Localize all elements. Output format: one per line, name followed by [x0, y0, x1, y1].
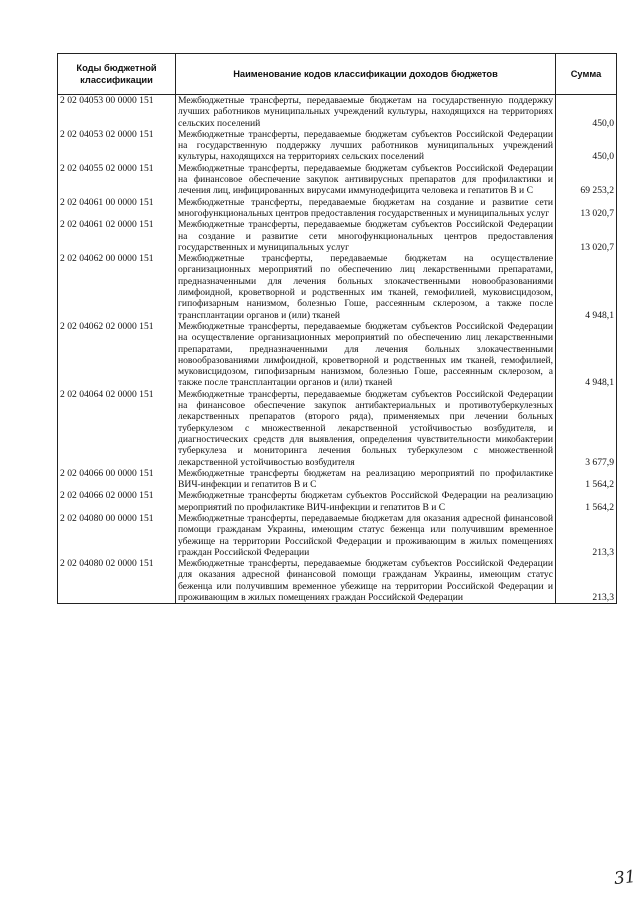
- code-cell: 2 02 04062 00 0000 151: [58, 253, 176, 321]
- sum-cell: 213,3: [556, 558, 617, 604]
- page-number: 31: [613, 866, 637, 890]
- table-row: [58, 513, 617, 558]
- sum-cell: 450,0: [556, 95, 617, 129]
- table-row: [58, 129, 617, 163]
- table-row: [58, 490, 617, 513]
- code-cell: 2 02 04062 02 0000 151: [58, 321, 176, 389]
- code-cell: 2 02 04080 00 0000 151: [58, 513, 176, 558]
- table-row: [58, 163, 617, 197]
- sum-cell: 450,0: [556, 129, 617, 163]
- sum-cell: 13 020,7: [556, 197, 617, 220]
- name-cell: Межбюджетные трансферты бюджетам на реализацию мероприятий по профилактике ВИЧ-инфекции и гепатитов В и С: [176, 468, 556, 491]
- code-cell: 2 02 04053 00 0000 151: [58, 95, 176, 129]
- code-cell: 2 02 04053 02 0000 151: [58, 129, 176, 163]
- revenue-classification-table: [57, 53, 617, 604]
- header-sum: Сумма: [556, 54, 617, 95]
- table-row: [58, 321, 617, 389]
- name-cell: Межбюджетные трансферты, передаваемые бюджетам субъектов Российской Федерации на финансовое обеспечение закупок антибактериальных и противотуберкулезных лекарственных препаратов (второго ряда), применяемых при лечении больных туберкулезом с множественной лекарственной устойчивостью возбудителя, и диагностических средств для выявления, определения чувствительности микобактерии туберкулеза и мониторинга лечения больных туберкулезом с множественной лекарственной устойчивостью возбудителя: [176, 389, 556, 468]
- sum-cell: 3 677,9: [556, 389, 617, 468]
- name-cell: Межбюджетные трансферты, передаваемые бюджетам субъектов Российской Федерации на финансовое обеспечение закупок антивирусных препаратов для профилактики и лечения лиц, инфицированных вирусами иммунодефицита человека и гепатитов В и С: [176, 163, 556, 197]
- name-cell: Межбюджетные трансферты, передаваемые бюджетам субъектов Российской Федерации на осуществление организационных мероприятий по обеспечению лиц лекарственными препаратами, предназначенными для лечения больных злокачественными новообразованиями лимфоидной, кроветворной и родственных им тканей, гемофилией, муковисцидозом, гипофизарным нанизмом, болезнью Гоше, рассеянным склерозом, а также после трансплантации органов и (или) тканей: [176, 321, 556, 389]
- table-row: [58, 253, 617, 321]
- code-cell: 2 02 04061 00 0000 151: [58, 197, 176, 220]
- sum-cell: 1 564,2: [556, 490, 617, 513]
- code-cell: 2 02 04080 02 0000 151: [58, 558, 176, 604]
- table-row: [58, 558, 617, 604]
- table-row: [58, 95, 617, 129]
- header-code: Коды бюджетной классификации: [58, 54, 176, 95]
- name-cell: Межбюджетные трансферты, передаваемые бюджетам субъектов Российской Федерации на создание и развитие сети многофункциональных центров предоставления государственных и муниципальных услуг: [176, 219, 556, 253]
- header-name: Наименование кодов классификации доходов бюджетов: [176, 54, 556, 95]
- name-cell: Межбюджетные трансферты бюджетам субъектов Российской Федерации на реализацию мероприятий по профилактике ВИЧ-инфекции и гепатитов В и С: [176, 490, 556, 513]
- code-cell: 2 02 04061 02 0000 151: [58, 219, 176, 253]
- table-row: [58, 197, 617, 220]
- sum-cell: 4 948,1: [556, 253, 617, 321]
- sum-cell: 69 253,2: [556, 163, 617, 197]
- code-cell: 2 02 04066 02 0000 151: [58, 490, 176, 513]
- sum-cell: 4 948,1: [556, 321, 617, 389]
- sum-cell: 1 564,2: [556, 468, 617, 491]
- sum-cell: 13 020,7: [556, 219, 617, 253]
- code-cell: 2 02 04064 02 0000 151: [58, 389, 176, 468]
- table-row: [58, 468, 617, 491]
- table-row: [58, 219, 617, 253]
- sum-cell: 213,3: [556, 513, 617, 558]
- name-cell: Межбюджетные трансферты, передаваемые бюджетам на создание и развитие сети многофункциональных центров предоставления государственных и муниципальных услуг: [176, 197, 556, 220]
- name-cell: Межбюджетные трансферты, передаваемые бюджетам на осуществление организационных мероприятий по обеспечению лиц лекарственными препаратами, предназначенными для лечения больных злокачественными новообразованиями лимфоидной, кроветворной и родственных им тканей, гемофилией, муковисцидозом, гипофизарным нанизмом, болезнью Гоше, рассеянным склерозом, а также после трансплантации органов и (или) тканей: [176, 253, 556, 321]
- code-cell: 2 02 04066 00 0000 151: [58, 468, 176, 491]
- table-header: [58, 54, 617, 95]
- code-cell: 2 02 04055 02 0000 151: [58, 163, 176, 197]
- table-body: [58, 95, 617, 604]
- name-cell: Межбюджетные трансферты, передаваемые бюджетам субъектов Российской Федерации на государственную поддержку лучших работников муниципальных учреждений культуры, находящихся на территориях сельских поселений: [176, 129, 556, 163]
- name-cell: Межбюджетные трансферты, передаваемые бюджетам для оказания адресной финансовой помощи гражданам Украины, имеющим статус беженца или получившим временное убежище на территории Российской Федерации и проживающим в жилых помещениях граждан Российской Федерации: [176, 513, 556, 558]
- name-cell: Межбюджетные трансферты, передаваемые бюджетам на государственную поддержку лучших работников муниципальных учреждений культуры, находящихся на территориях сельских поселений: [176, 95, 556, 129]
- table-row: [58, 389, 617, 468]
- name-cell: Межбюджетные трансферты, передаваемые бюджетам субъектов Российской Федерации для оказания адресной финансовой помощи гражданам Украины, имеющим статус беженца или получившим временное убежище на территории Российской Федерации и проживающим в жилых помещениях граждан Российской Федерации: [176, 558, 556, 604]
